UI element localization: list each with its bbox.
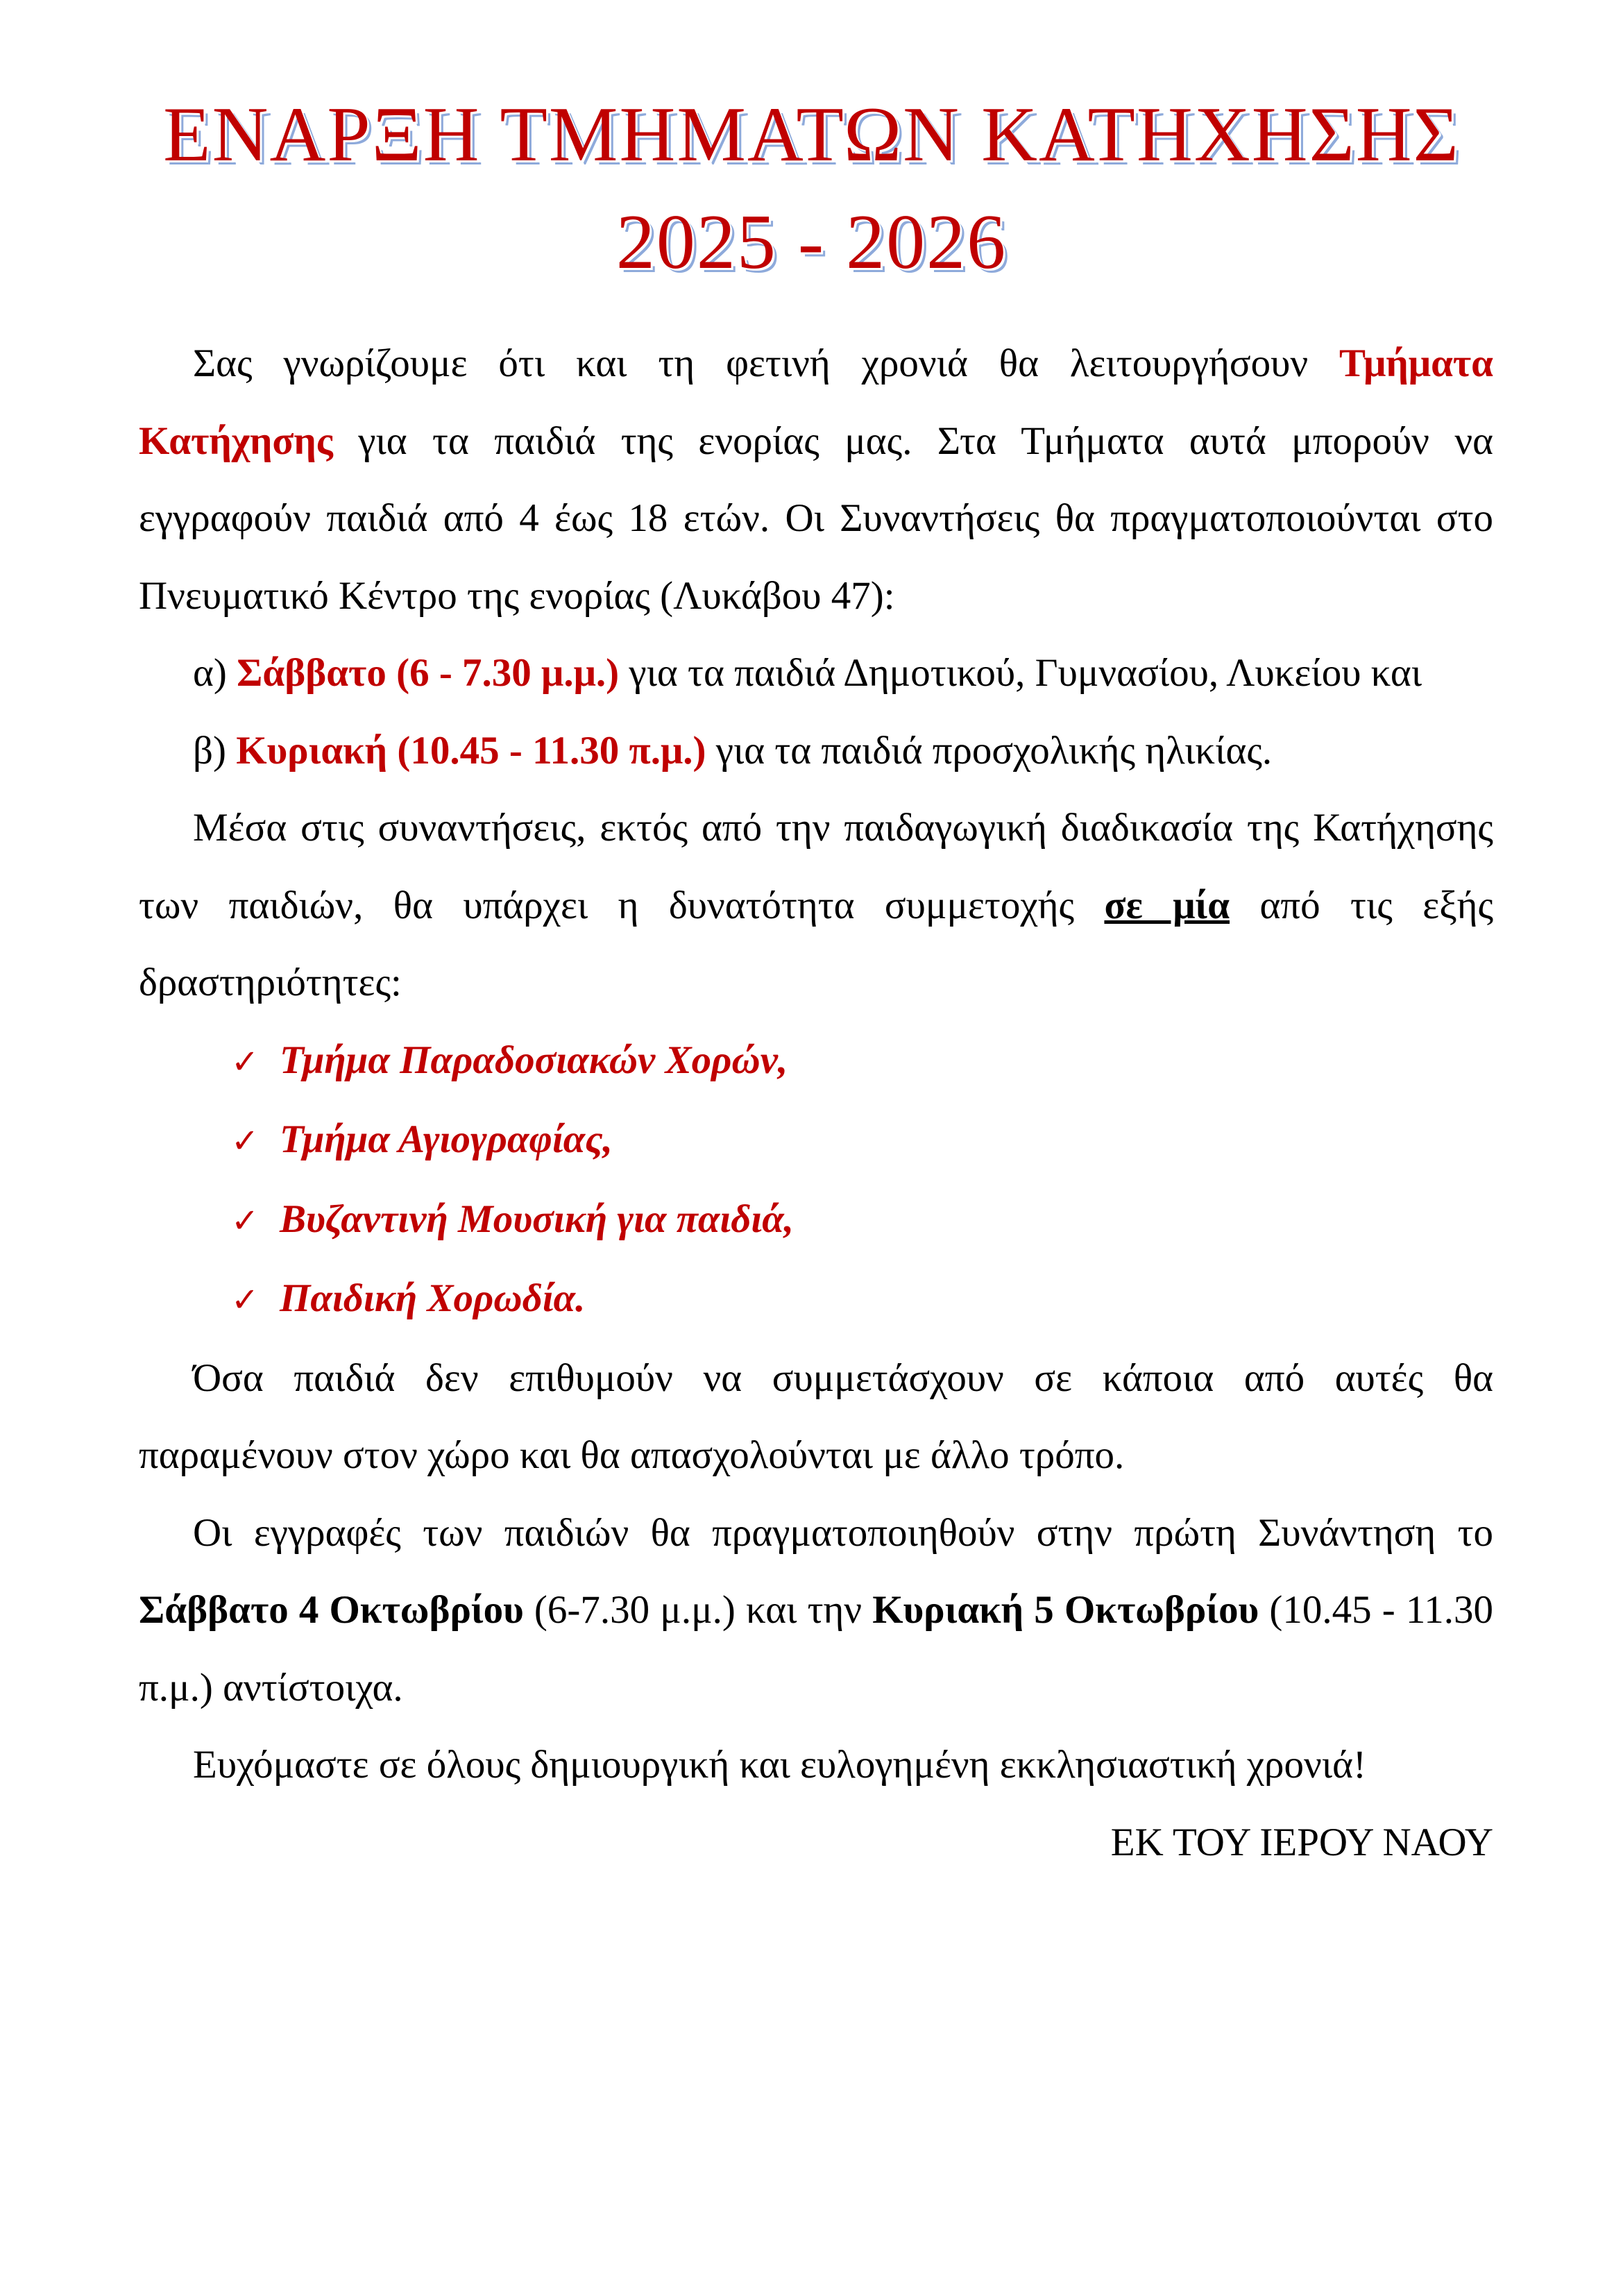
list-item [231,1101,1493,1181]
paragraph-intro [139,325,1493,634]
list-item-label: Τμήμα Αγιογραφίας, [280,1117,613,1161]
check-icon: ✓ [231,1201,260,1240]
list-item-label: Βυζαντινή Μουσική για παιδιά, [280,1197,794,1241]
signature: ΕΚ ΤΟΥ ΙΕΡΟΥ ΝΑΟΥ [1110,1820,1493,1864]
text: Οι εγγραφές των παιδιών θα πραγματοποιηθούν στην πρώτη Συνάντηση το [193,1510,1493,1555]
paragraph-registration [139,1494,1493,1727]
list-item [231,1181,1493,1260]
text: α) [193,651,237,695]
text: για τα παιδιά της ενορίας μας. Στα Τμήματα αυτά μπορούν να εγγραφούν παιδιά από 4 έως 18 ετών. Οι Συναντήσεις θα πραγματοποιούνται στο Πνευματικό Κέντρο της ενορίας (Λυκάβου 47): [139,419,1493,618]
text: (6-7.30 μ.μ.) και την [523,1588,873,1632]
check-icon: ✓ [231,1042,260,1081]
highlight-text: Σάββατο (6 - 7.30 μ.μ.) [237,651,620,695]
list-item [231,1260,1493,1340]
highlight-text: Κυριακή (10.45 - 11.30 π.μ.) [236,728,706,773]
check-icon: ✓ [231,1281,260,1319]
list-item-label: Τμήμα Παραδοσιακών Χορών, [280,1038,788,1082]
title-line-2: 2025 - 2026 [615,199,1008,285]
check-icon: ✓ [231,1122,260,1160]
bold-text: Σάββατο 4 Οκτωβρίου [139,1588,524,1632]
highlight-text: Τμήματα Κατήχησης [139,341,1493,463]
underlined-text: σε μία [1104,883,1230,927]
text: για τα παιδιά Δημοτικού, Γυμνασίου, Λυκείου και [619,651,1422,695]
title-line-1: ΕΝΑΡΞΗ ΤΜΗΜΑΤΩΝ ΚΑΤΗΧΗΣΗΣ [163,92,1460,178]
text: Σας γνωρίζουμε ότι και τη φετινή χρονιά θα λειτουργήσουν [193,341,1340,385]
list-item [231,1022,1493,1101]
text: από τις εξής δραστηριότητες: [139,883,1494,1004]
activity-list [139,1022,1493,1340]
text: για τα παιδιά προσχολικής ηλικίας. [706,728,1273,773]
bold-text: Κυριακή 5 Οκτωβρίου [872,1588,1259,1632]
paragraph-sunday [139,712,1493,790]
paragraph-activities [139,789,1493,1022]
paragraph-wishes: Ευχόμαστε σε όλους δημιουργική και ευλογημένη εκκλησιαστική χρονιά! [193,1743,1366,1787]
text: (10.45 - 11.30 π.μ.) αντίστοιχα. [139,1588,1493,1710]
document-body [139,325,1493,1881]
paragraph-others: Όσα παιδιά δεν επιθυμούν να συμμετάσχουν σε κάποια από αυτές θα παραμένουν στον χώρο και θα απασχολούνται με άλλο τρόπο. [139,1356,1493,1477]
list-item-label: Παιδική Χορωδία. [280,1276,586,1320]
paragraph-saturday [139,634,1493,712]
text: Μέσα στις συναντήσεις, εκτός από την παιδαγωγική διαδικασία της Κατήχησης των παιδιών, θα υπάρχει η δυνατότητα συμμετοχής [139,806,1493,927]
text: β) [193,728,237,773]
